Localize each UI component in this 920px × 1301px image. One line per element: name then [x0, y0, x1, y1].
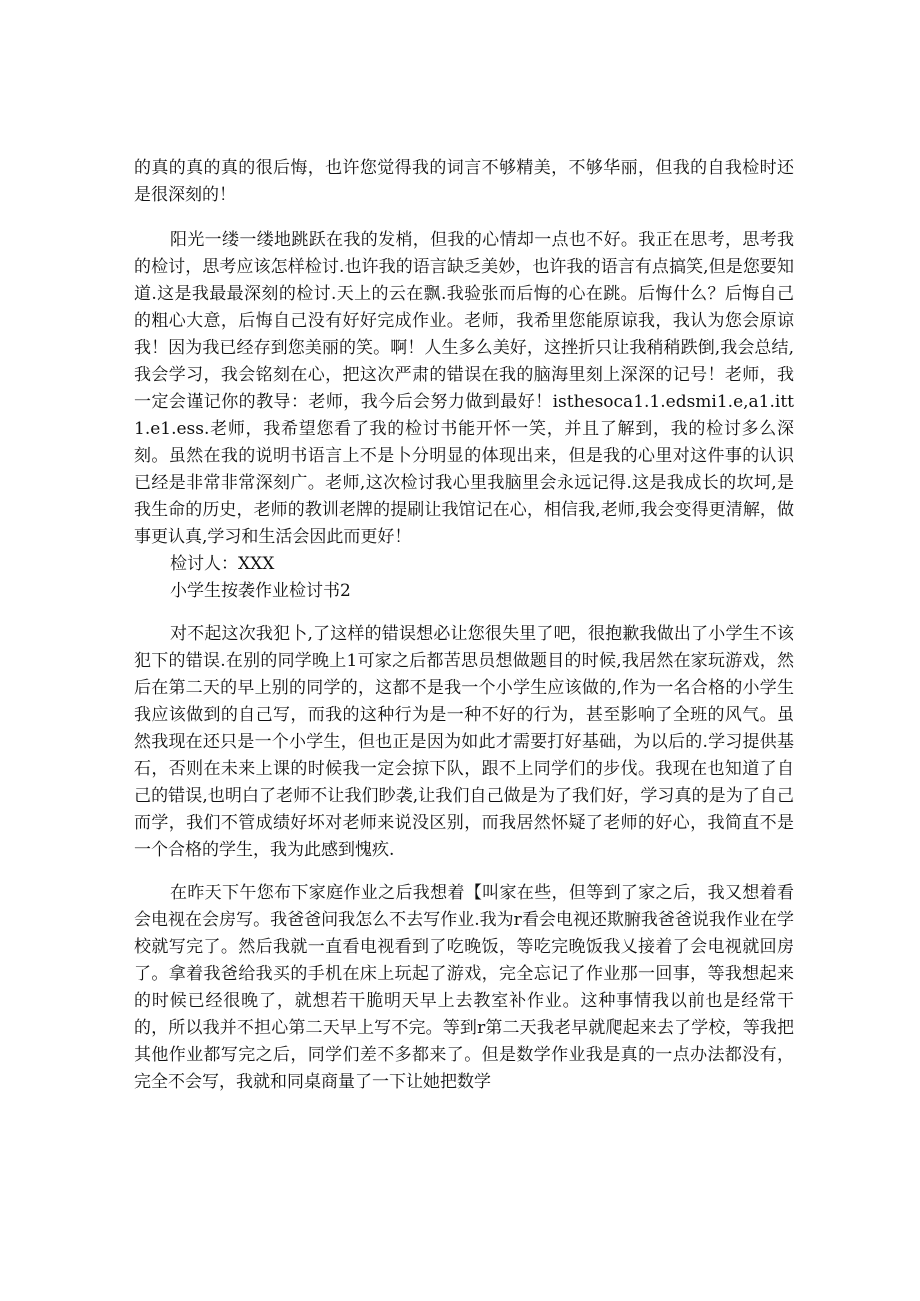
paragraph-continuation: 的真的真的真的很后悔，也许您觉得我的词言不够精美，不够华丽，但我的自我检时还是很深刻的！	[134, 158, 794, 205]
paragraph-apology: 对不起这次我犯卜,了这样的错误想必让您很失里了吧，很抱歉我做出了小学生不该犯下的错误.在别的同学晚上1可家之后都苦思员想做题目的时候,我居然在家玩游戏，然后在第二天的早上别的同学的，这都不是我一个小学生应该做的,作为一名合格的小学生我应该做到的自己写，而我的这种行为是一种不好的行为，甚至影响了全班的风气。虽然我现在还只是一个小学生，但也正是因为如此才需要打好基础，为以后的.学习提供基石，否则在未来上课的时候我一定会掠下队，跟不上同学们的步伐。我现在也知道了自己的错误,也明白了老师不让我们眇袭,让我们自己做是为了我们好，学习真的是为了自己而学，我们不管成绩好坏对老师来说没区别，而我居然怀疑了老师的好心，我简直不是一个合格的学生，我为此感到愧疚.	[134, 624, 794, 860]
section-heading: 小学生按袭作业检讨书2	[170, 581, 351, 601]
paragraph-story: 在昨天下午您布下家庭作业之后我想着【叫家在些，但等到了家之后，我又想着看会电视在会房写。我爸爸问我怎么不去写作业.我为r看会电视还欺腑我爸爸说我作业在学校就写完了。然后我就一直看电视看到了吃晚饭，等吃完晚饭我乂接着了会电视就回房了。拿着我爸给我买的手机在床上玩起了游戏，完全忘记了作业那一回事，等我想起来的时候已经很晚了，就想若干脆明天早上去教室补作业。这种事情我以前也是经常干的，所以我并不担心第二天早上写不完。等到r第二天我老早就爬起来去了学校，等我把其他作业都写完之后，同学们差不多都来了。但是数学作业我是真的一点办法都没有，完全不会写，我就和同桌商量了一下让她把数学	[134, 883, 794, 1092]
signer-line: 检讨人：XXX	[170, 554, 275, 574]
document-page	[134, 155, 794, 1096]
paragraph-reflection: 阳光一缕一缕地跳跃在我的发梢，但我的心情却一点也不好。我正在思考，思考我的检讨，思考应该怎样检讨.也许我的语言缺乏美妙，也许我的语言有点搞笑,但是您要知道.这是我最最深刻的检讨.天上的云在飘.我验张而后悔的心在跳。后悔什么？后悔自己的粗心大意，后悔自己没有好好完成作业。老师，我希里您能原谅我，我认为您会原谅我！因为我已经存到您美丽的笑。啊！人生多么美好，这挫折只让我稍稍跌倒,我会总结,我会学习，我会铭刻在心，把这次严肃的错误在我的脑海里刻上深深的记号！老师，我一定会谨记你的教导：老师，我今后会努力做到最好！isthesoca1.1.edsmi1.e,a1.itt1.e1.ess.老师，我希望您看了我的检讨书能开怀一笑，并且了解到，我的检讨多么深刻。虽然在我的说明书语言上不是卜分明显的体现出来，但是我的心里对这件事的认识已经是非常非常深刻广。老师,这次检讨我心里我脑里会永远记得.这是我成长的坎坷,是我生命的历史，老师的教训老牌的提刷让我馆记在心，相信我,老师,我会变得更清解，做事更认真,学习和生活会因此而更好！	[134, 230, 794, 547]
